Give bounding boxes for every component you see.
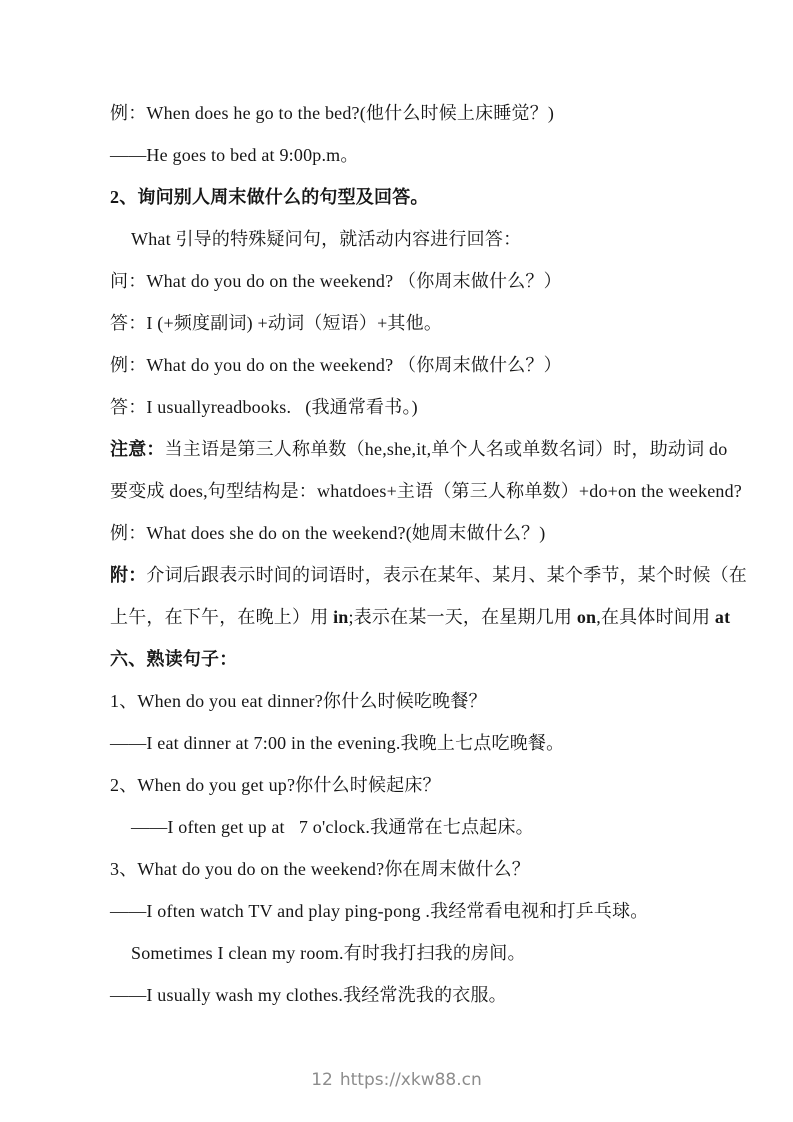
text-run: 3、What do you do on the weekend?你在周末做什么？ [110,859,530,879]
text-run: 例：What do you do on the weekend? （你周末做什么？） [110,355,562,375]
text-run: ,在具体时间用 [596,607,715,627]
text-line [110,974,738,1016]
text-line [110,680,738,722]
text-line [110,806,738,848]
text-line [110,302,738,344]
text-line [110,176,738,218]
text-line [110,344,738,386]
text-line [110,512,738,554]
text-line [110,260,738,302]
bold-text-run: in [333,607,349,627]
text-run: What 引导的特殊疑问句，就活动内容进行回答： [131,229,522,249]
text-run: 问：What do you do on the weekend? （你周末做什么？） [110,271,562,291]
text-line [110,848,738,890]
page-footer [0,1068,793,1092]
text-run: 例：What does she do on the weekend?(她周末做什么？) [110,523,546,543]
text-run: ——I often get up at 7 o'clock.我通常在七点起床。 [131,817,534,837]
text-line [110,134,738,176]
text-run: 例：When does he go to the bed?(他什么时候上床睡觉？) [110,103,555,123]
text-run: 答：I usuallyreadbooks. (我通常看书。) [110,397,418,417]
text-line [110,890,738,932]
text-run: 介词后跟表示时间的词语时，表示在某年、某月、某个季节，某个时候（在 [146,565,748,585]
bold-text-run: 2、询问别人周末做什么的句型及回答。 [110,187,429,207]
text-run: ——I often watch TV and play ping-pong .我经常看电视和打乒乓球。 [110,901,649,921]
text-run: ;表示在某一天，在星期几用 [348,607,577,627]
text-line [110,596,738,638]
bold-text-run: on [576,607,597,627]
bold-text-run: at [714,607,731,627]
text-line [110,470,742,512]
text-line [110,554,748,596]
text-run: 当主语是第三人称单数（he,she,it,单个人名或单数名词）时，助动词 do [164,439,728,459]
text-line [110,428,738,470]
text-line [110,638,738,680]
text-run: 1、When do you eat dinner?你什么时候吃晚餐？ [110,691,487,711]
text-line [110,764,738,806]
text-run: Sometimes I clean my room.有时我打扫我的房间。 [131,943,526,963]
site-url: https://xkw88.cn [339,1070,482,1090]
text-run: 2、When do you get up?你什么时候起床？ [110,775,441,795]
page-number: 12 [311,1070,333,1090]
document-content [110,92,748,1016]
text-line [110,722,738,764]
text-run: ——I usually wash my clothes.我经常洗我的衣服。 [110,985,507,1005]
bold-text-run: 附： [110,565,147,585]
bold-text-run: 注意： [110,439,165,459]
text-run: 要变成 does,句型结构是：whatdoes+主语（第三人称单数）+do+on the weekend? [110,481,742,501]
text-run: 答：I (+频度副词) +动词（短语）+其他。 [110,313,443,333]
text-run: 上午，在下午，在晚上）用 [110,607,334,627]
bold-text-run: 六、熟读句子： [110,649,238,669]
text-run: ——I eat dinner at 7:00 in the evening.我晚上七点吃晚餐。 [110,733,565,753]
text-line [110,92,738,134]
text-run: ——He goes to bed at 9:00p.m。 [110,145,359,165]
text-line [110,386,738,428]
text-line [110,932,738,974]
text-line [110,218,738,260]
